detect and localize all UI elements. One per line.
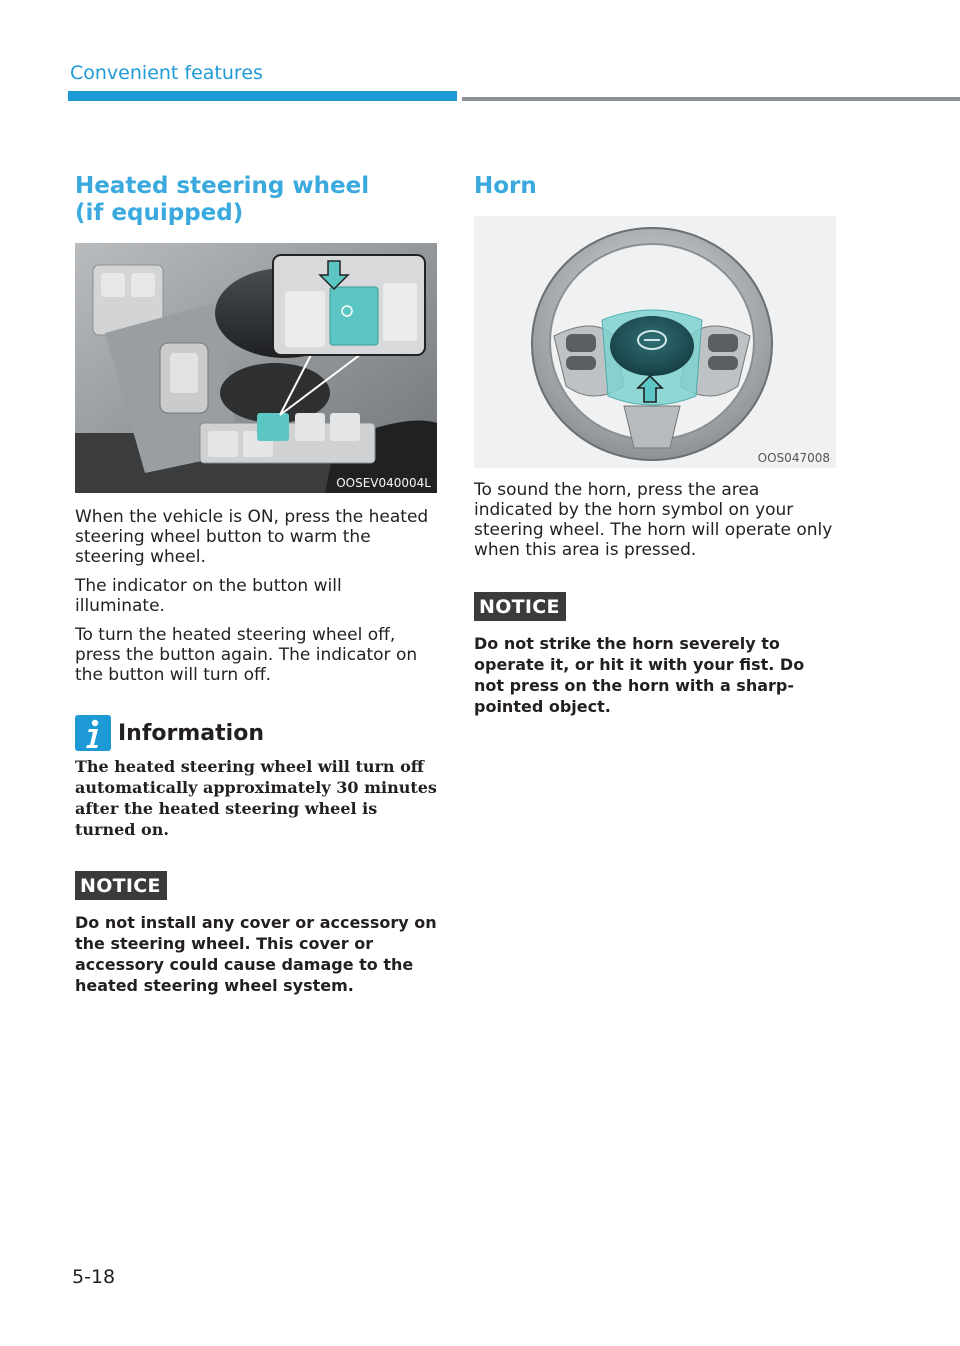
paragraph: To turn the heated steering wheel off, press the button again. The indicator on the button will turn off.: [75, 625, 418, 685]
information-label: Information: [118, 720, 264, 746]
header-rule-grey: [462, 97, 960, 101]
console-illustration: [75, 243, 437, 493]
header-rule-blue: [68, 91, 457, 101]
notice-badge: NOTICE: [474, 592, 566, 621]
horn-section: [474, 173, 836, 717]
heated-steering-wheel-section: [75, 173, 437, 996]
heated-steering-wheel-title: Heated steering wheel (if equipped): [75, 173, 370, 226]
information-heading: [75, 715, 437, 751]
notice-text: Do not install any cover or accessory on the steering wheel. This cover or accessory could cause damage to the heated steering wheel system.: [75, 913, 437, 995]
horn-title: Horn: [474, 173, 537, 199]
steering-wheel-illustration: [474, 216, 836, 468]
page-number: 5-18: [72, 1266, 116, 1288]
paragraph: To sound the horn, press the area indicated by the horn symbol on your steering wheel. The horn will operate only when this area is pressed.: [474, 480, 833, 560]
horn-figure: [474, 216, 836, 468]
figure-code: OOS047008: [757, 451, 830, 465]
notice-badge: NOTICE: [75, 871, 167, 900]
paragraph: When the vehicle is ON, press the heated steering wheel button to warm the steering wheel.: [75, 507, 429, 567]
section-title: Convenient features: [70, 62, 263, 84]
information-text: The heated steering wheel will turn off automatically approximately 30 minutes after the heated steering wheel is turned on.: [75, 757, 437, 839]
heated-steering-wheel-figure: [75, 243, 437, 493]
notice-text: Do not strike the horn severely to operate it, or hit it with your fist. Do not press on the horn with a sharp-pointed object.: [474, 634, 805, 716]
information-icon: [75, 715, 111, 751]
figure-code: OOSEV040004L: [336, 476, 431, 490]
paragraph: The indicator on the button will illuminate.: [75, 576, 342, 616]
